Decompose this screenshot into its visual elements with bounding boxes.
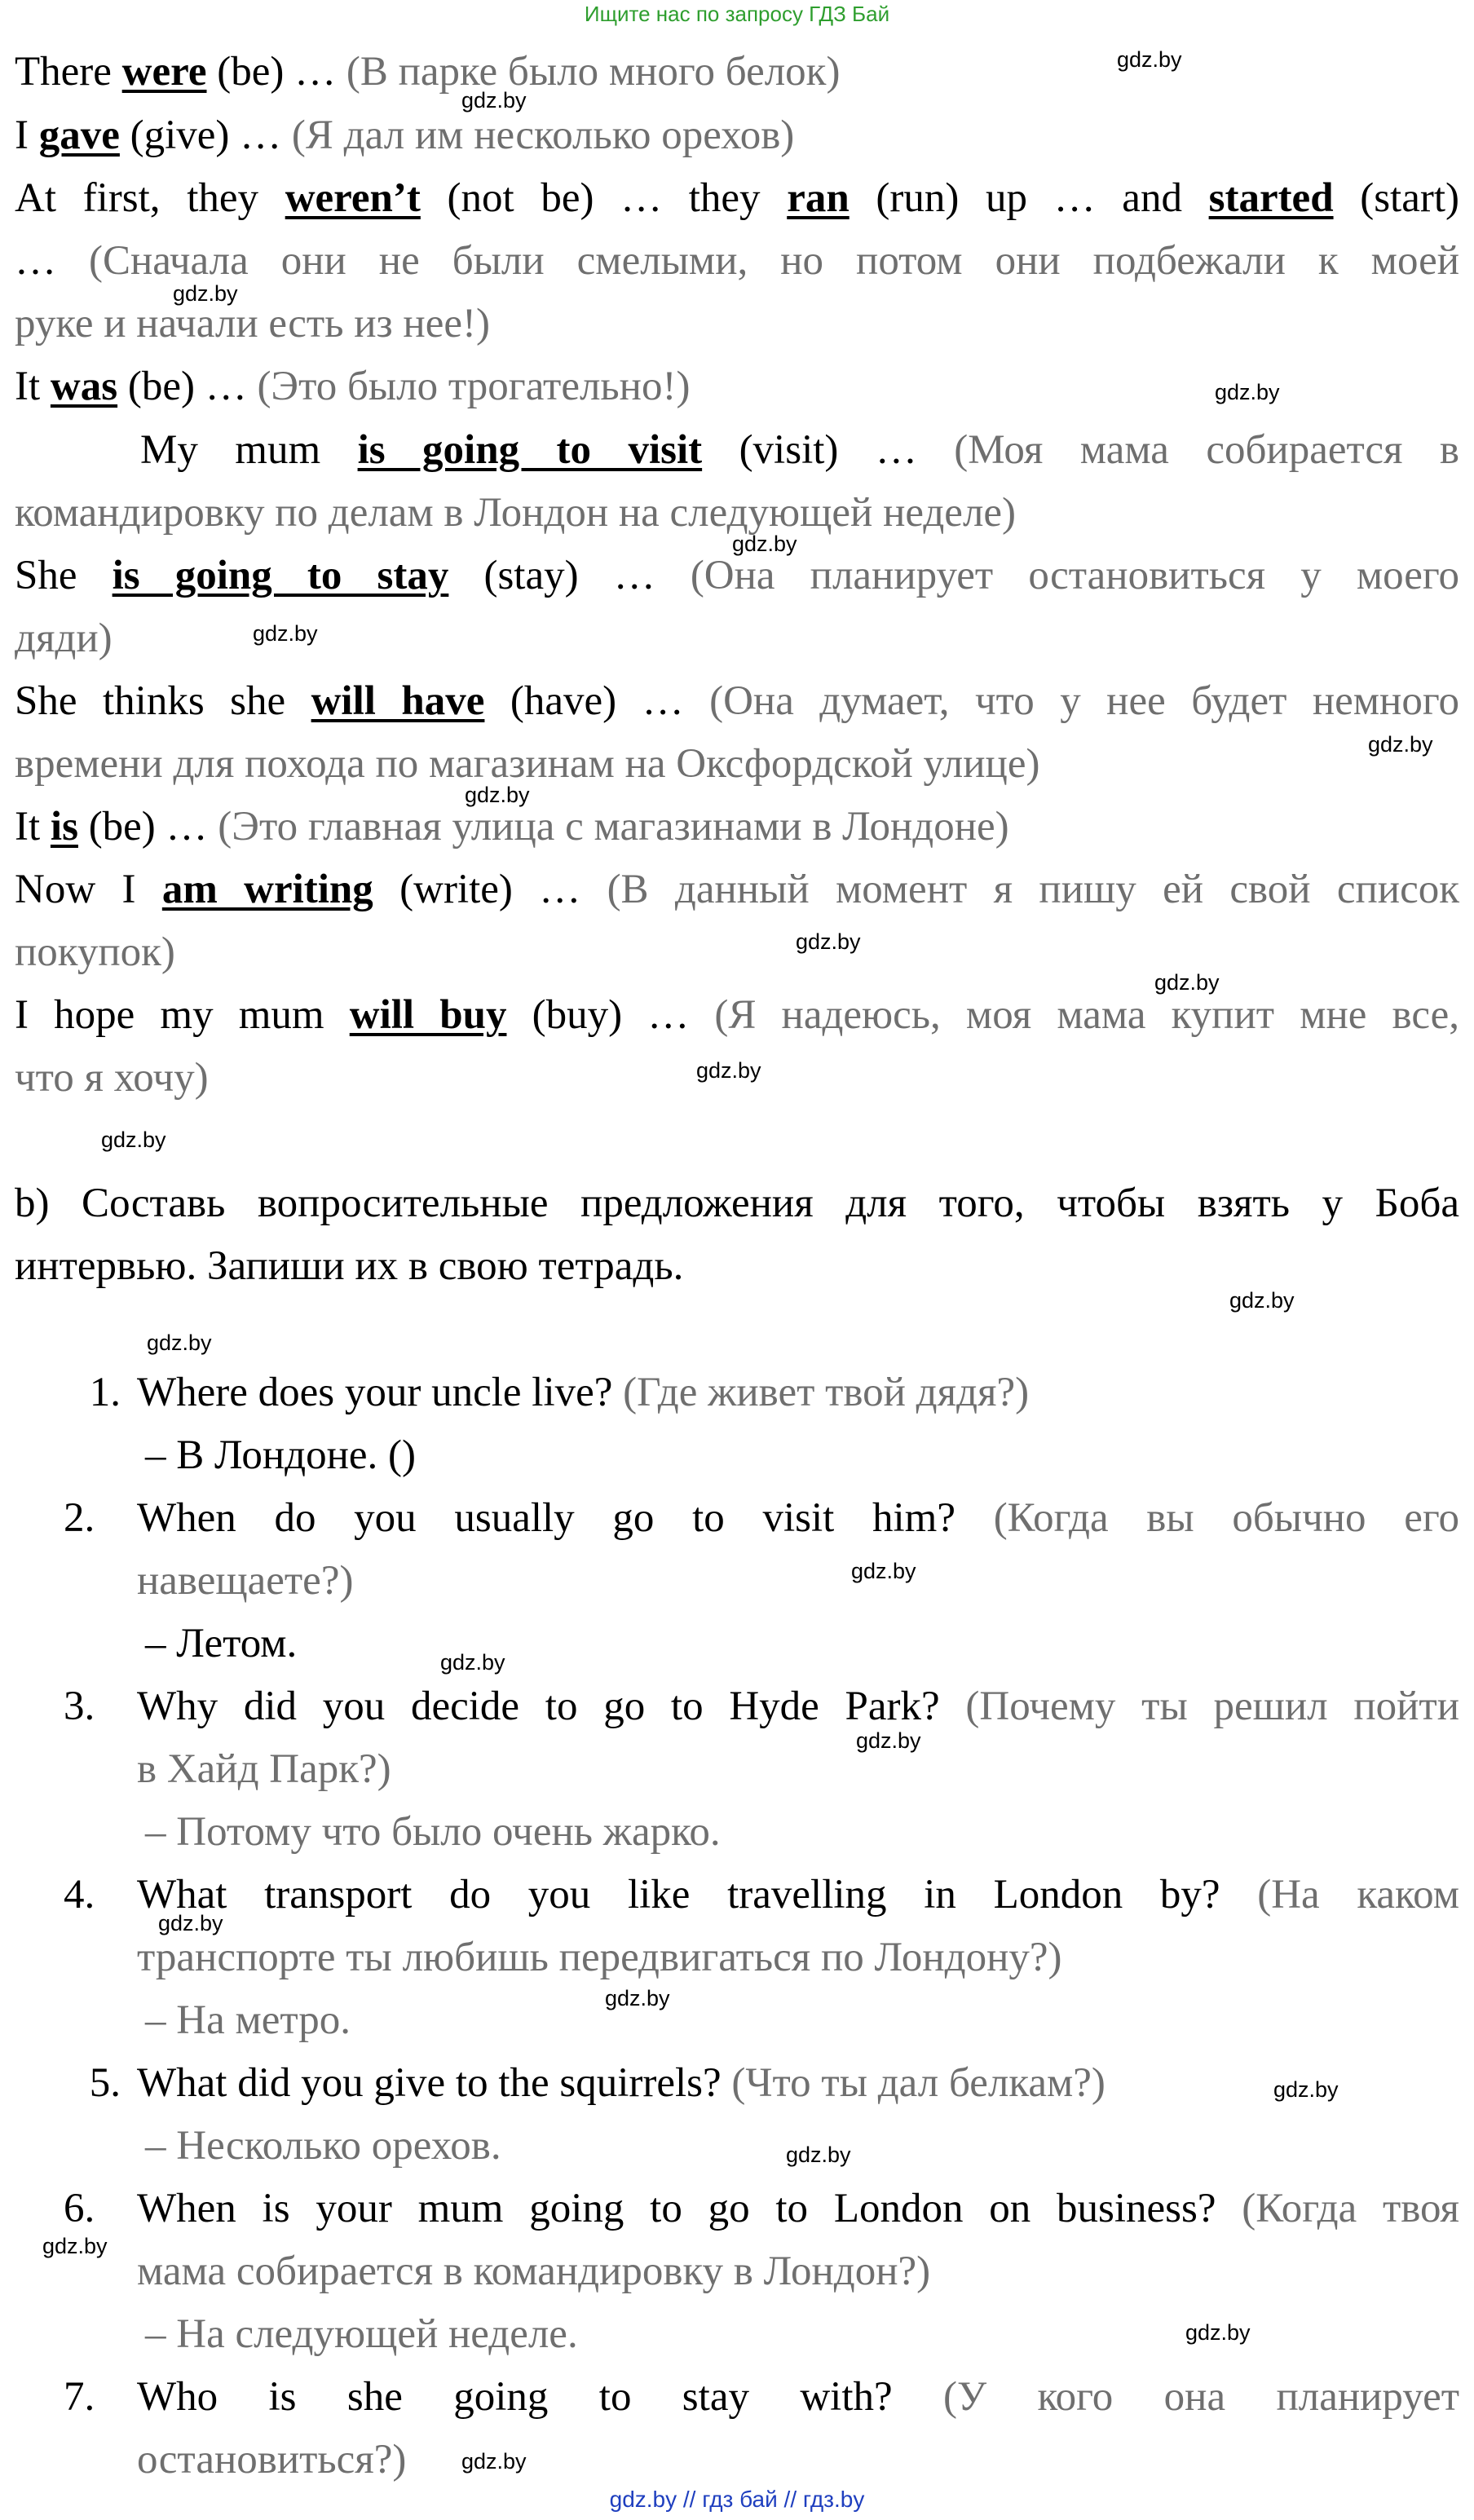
top-banner[interactable]: Ищите нас по запросу ГДЗ Бай	[584, 2, 890, 26]
answer-word: am writing	[161, 867, 373, 912]
text: There	[15, 49, 122, 95]
watermark: gdz.by	[253, 621, 318, 646]
question-text: What did you give to the squirrels?	[137, 2060, 732, 2106]
translation: (Она думает, что у нее будет немного	[709, 678, 1460, 724]
translation: мама собирается в командировку в Лондон?)	[137, 2249, 931, 2294]
text: She thinks she	[15, 678, 311, 724]
question-4-cont	[137, 1933, 1062, 1982]
sentence-line-11	[15, 677, 1459, 726]
watermark: gdz.by	[605, 1986, 670, 2010]
question-7	[64, 2372, 1459, 2421]
question-text: When is your mum going to go to London on business?	[137, 2186, 1242, 2231]
sentence-line-12	[15, 739, 1039, 788]
answer-word: started	[1208, 175, 1334, 221]
watermark: gdz.by	[440, 1650, 505, 1675]
sentence-line-1	[15, 47, 840, 96]
text: She	[15, 553, 113, 598]
text: At first, they	[15, 175, 285, 221]
question-text: Where does your uncle live?	[137, 1370, 624, 1415]
text: I	[15, 113, 39, 158]
answer-text: – Несколько орехов.	[145, 2123, 501, 2169]
watermark: gdz.by	[173, 281, 238, 306]
sentence-line-7	[140, 426, 1459, 474]
translation: (Что ты дал белкам?)	[731, 2060, 1106, 2106]
text: (visit) …	[702, 427, 955, 473]
translation: (Почему ты решил пойти	[965, 1684, 1459, 1729]
watermark: gdz.by	[465, 783, 530, 807]
watermark: gdz.by	[147, 1331, 212, 1355]
question-1	[64, 1368, 1029, 1417]
answer-word: is going to stay	[112, 553, 449, 598]
translation: (Это главная улица с магазинами в Лондоне)	[218, 804, 1009, 850]
watermark: gdz.by	[696, 1058, 761, 1083]
question-4	[64, 1870, 1459, 1919]
text: I hope my mum	[15, 992, 350, 1038]
text: (stay) …	[448, 553, 691, 598]
translation: (На каком	[1257, 1872, 1459, 1918]
answer-word: is	[50, 804, 78, 850]
sentence-line-6	[15, 362, 690, 411]
text: (be) …	[77, 804, 218, 850]
text: (be) …	[206, 49, 346, 95]
watermark: gdz.by	[461, 88, 527, 113]
question-3	[64, 1682, 1459, 1731]
watermark: gdz.by	[1368, 732, 1433, 757]
translation: что я хочу)	[15, 1055, 209, 1101]
question-5	[64, 2059, 1106, 2107]
answer-word: is going to visit	[357, 427, 703, 473]
translation: (Моя мама собирается в	[954, 427, 1460, 473]
translation: дяди)	[15, 616, 113, 661]
sentence-line-9	[15, 551, 1459, 600]
sentence-line-5	[15, 299, 490, 348]
translation: (Когда твоя	[1242, 2186, 1459, 2231]
bottom-banner[interactable]: gdz.by // гдз бай // гдз.by	[609, 2487, 865, 2512]
translation: (В парке было много белок)	[346, 49, 841, 95]
sentence-line-3	[15, 174, 1459, 223]
sentence-line-8	[15, 488, 1016, 537]
watermark: gdz.by	[42, 2234, 108, 2258]
question-6-cont	[137, 2247, 930, 2296]
question-6	[64, 2184, 1459, 2233]
instruction-line-1: b) Составь вопросительные предложения для того, чтобы взять у Боба	[15, 1181, 1459, 1226]
text: (be) …	[117, 364, 258, 409]
answer-word: were	[121, 49, 207, 95]
question-number: 6.	[64, 2186, 95, 2231]
text: (write) …	[373, 867, 607, 912]
translation: навещаете?)	[137, 1558, 354, 1604]
text: …	[15, 238, 89, 284]
translation: (Я надеюсь, моя мама купит мне все,	[714, 992, 1459, 1038]
answer-6	[145, 2310, 578, 2359]
translation: (У кого она планирует	[943, 2374, 1459, 2420]
question-number: 5.	[89, 2060, 121, 2106]
answer-word: was	[50, 364, 118, 409]
text: Now I	[15, 867, 162, 912]
question-number: 7.	[64, 2374, 95, 2420]
sentence-line-15	[15, 928, 175, 977]
translation: (Это было трогательно!)	[257, 364, 691, 409]
translation: (Сначала они не были смелыми, но потом они подбежали к моей	[89, 238, 1459, 284]
watermark: gdz.by	[101, 1128, 166, 1152]
question-2	[64, 1494, 1459, 1542]
question-3-cont	[137, 1745, 391, 1794]
question-number: 3.	[64, 1684, 95, 1729]
sentence-line-2	[15, 111, 794, 160]
question-text: Why did you decide to go to Hyde Park?	[137, 1684, 966, 1729]
watermark: gdz.by	[1229, 1288, 1295, 1313]
translation: (Когда вы обычно его	[993, 1495, 1459, 1541]
translation: командировку по делам в Лондон на следующей неделе)	[15, 490, 1017, 536]
answer-word: ran	[787, 175, 850, 221]
question-2-cont	[137, 1556, 353, 1605]
watermark: gdz.by	[796, 929, 861, 954]
text: (give) …	[119, 113, 292, 158]
answer-1: – В Лондоне. ()	[145, 1432, 416, 1478]
translation: остановиться?)	[137, 2437, 407, 2482]
answer-text: – Потому что было очень жарко.	[145, 1809, 721, 1855]
answer-4	[145, 1996, 351, 2045]
answer-text: – На следующей неделе.	[145, 2311, 578, 2357]
translation: покупок)	[15, 929, 175, 975]
watermark: gdz.by	[1273, 2077, 1339, 2102]
text: (start)	[1333, 175, 1459, 221]
question-text: What transport do you like travelling in London by?	[137, 1872, 1258, 1918]
watermark: gdz.by	[856, 1728, 921, 1753]
text: (not be) … they	[420, 175, 788, 221]
watermark: gdz.by	[1154, 970, 1220, 995]
watermark: gdz.by	[158, 1911, 223, 1935]
sentence-line-14	[15, 865, 1459, 914]
text: My mum	[140, 427, 358, 473]
translation: транспорте ты любишь передвигаться по Лондону?)	[137, 1935, 1062, 1980]
answer-word: will buy	[349, 992, 507, 1038]
text: It	[15, 364, 51, 409]
question-text: When do you usually go to visit him?	[137, 1495, 994, 1541]
text: (run) up … and	[849, 175, 1209, 221]
answer-3	[145, 1807, 721, 1856]
answer-5	[145, 2121, 501, 2170]
text: It	[15, 804, 51, 850]
watermark: gdz.by	[851, 1559, 916, 1583]
sentence-line-13	[15, 802, 1009, 851]
sentence-line-10	[15, 614, 113, 663]
translation: в Хайд Парк?)	[137, 1746, 391, 1792]
text: (have) …	[484, 678, 710, 724]
answer-text: – На метро.	[145, 1997, 351, 2043]
watermark: gdz.by	[786, 2143, 851, 2167]
translation: (Она планирует остановиться у моего	[690, 553, 1460, 598]
translation: руке и начали есть из нее!)	[15, 301, 490, 346]
watermark: gdz.by	[1117, 47, 1182, 72]
answer-word: gave	[38, 113, 120, 158]
answer-2: – Летом.	[145, 1621, 298, 1666]
sentence-line-16	[15, 991, 1459, 1039]
translation: (Где живет твой дядя?)	[623, 1370, 1030, 1415]
answer-word: will have	[311, 678, 485, 724]
sentence-line-4	[15, 236, 1459, 285]
translation: (Я дал им несколько орехов)	[291, 113, 795, 158]
sentence-line-17	[15, 1053, 209, 1102]
instruction-line-2: интервью. Запиши их в свою тетрадь.	[15, 1243, 684, 1289]
question-7-cont	[137, 2435, 406, 2484]
question-number: 2.	[64, 1495, 95, 1541]
watermark: gdz.by	[1215, 380, 1280, 404]
question-text: Who is she going to stay with?	[137, 2374, 943, 2420]
question-number: 1.	[89, 1370, 121, 1415]
translation: времени для похода по магазинам на Оксфордской улице)	[15, 741, 1040, 787]
watermark: gdz.by	[1185, 2320, 1251, 2345]
translation: (В данный момент я пишу ей свой список	[607, 867, 1459, 912]
question-number: 4.	[64, 1872, 95, 1918]
watermark: gdz.by	[461, 2449, 527, 2474]
watermark: gdz.by	[732, 532, 797, 556]
text: (buy) …	[506, 992, 715, 1038]
answer-word: weren’t	[285, 175, 421, 221]
